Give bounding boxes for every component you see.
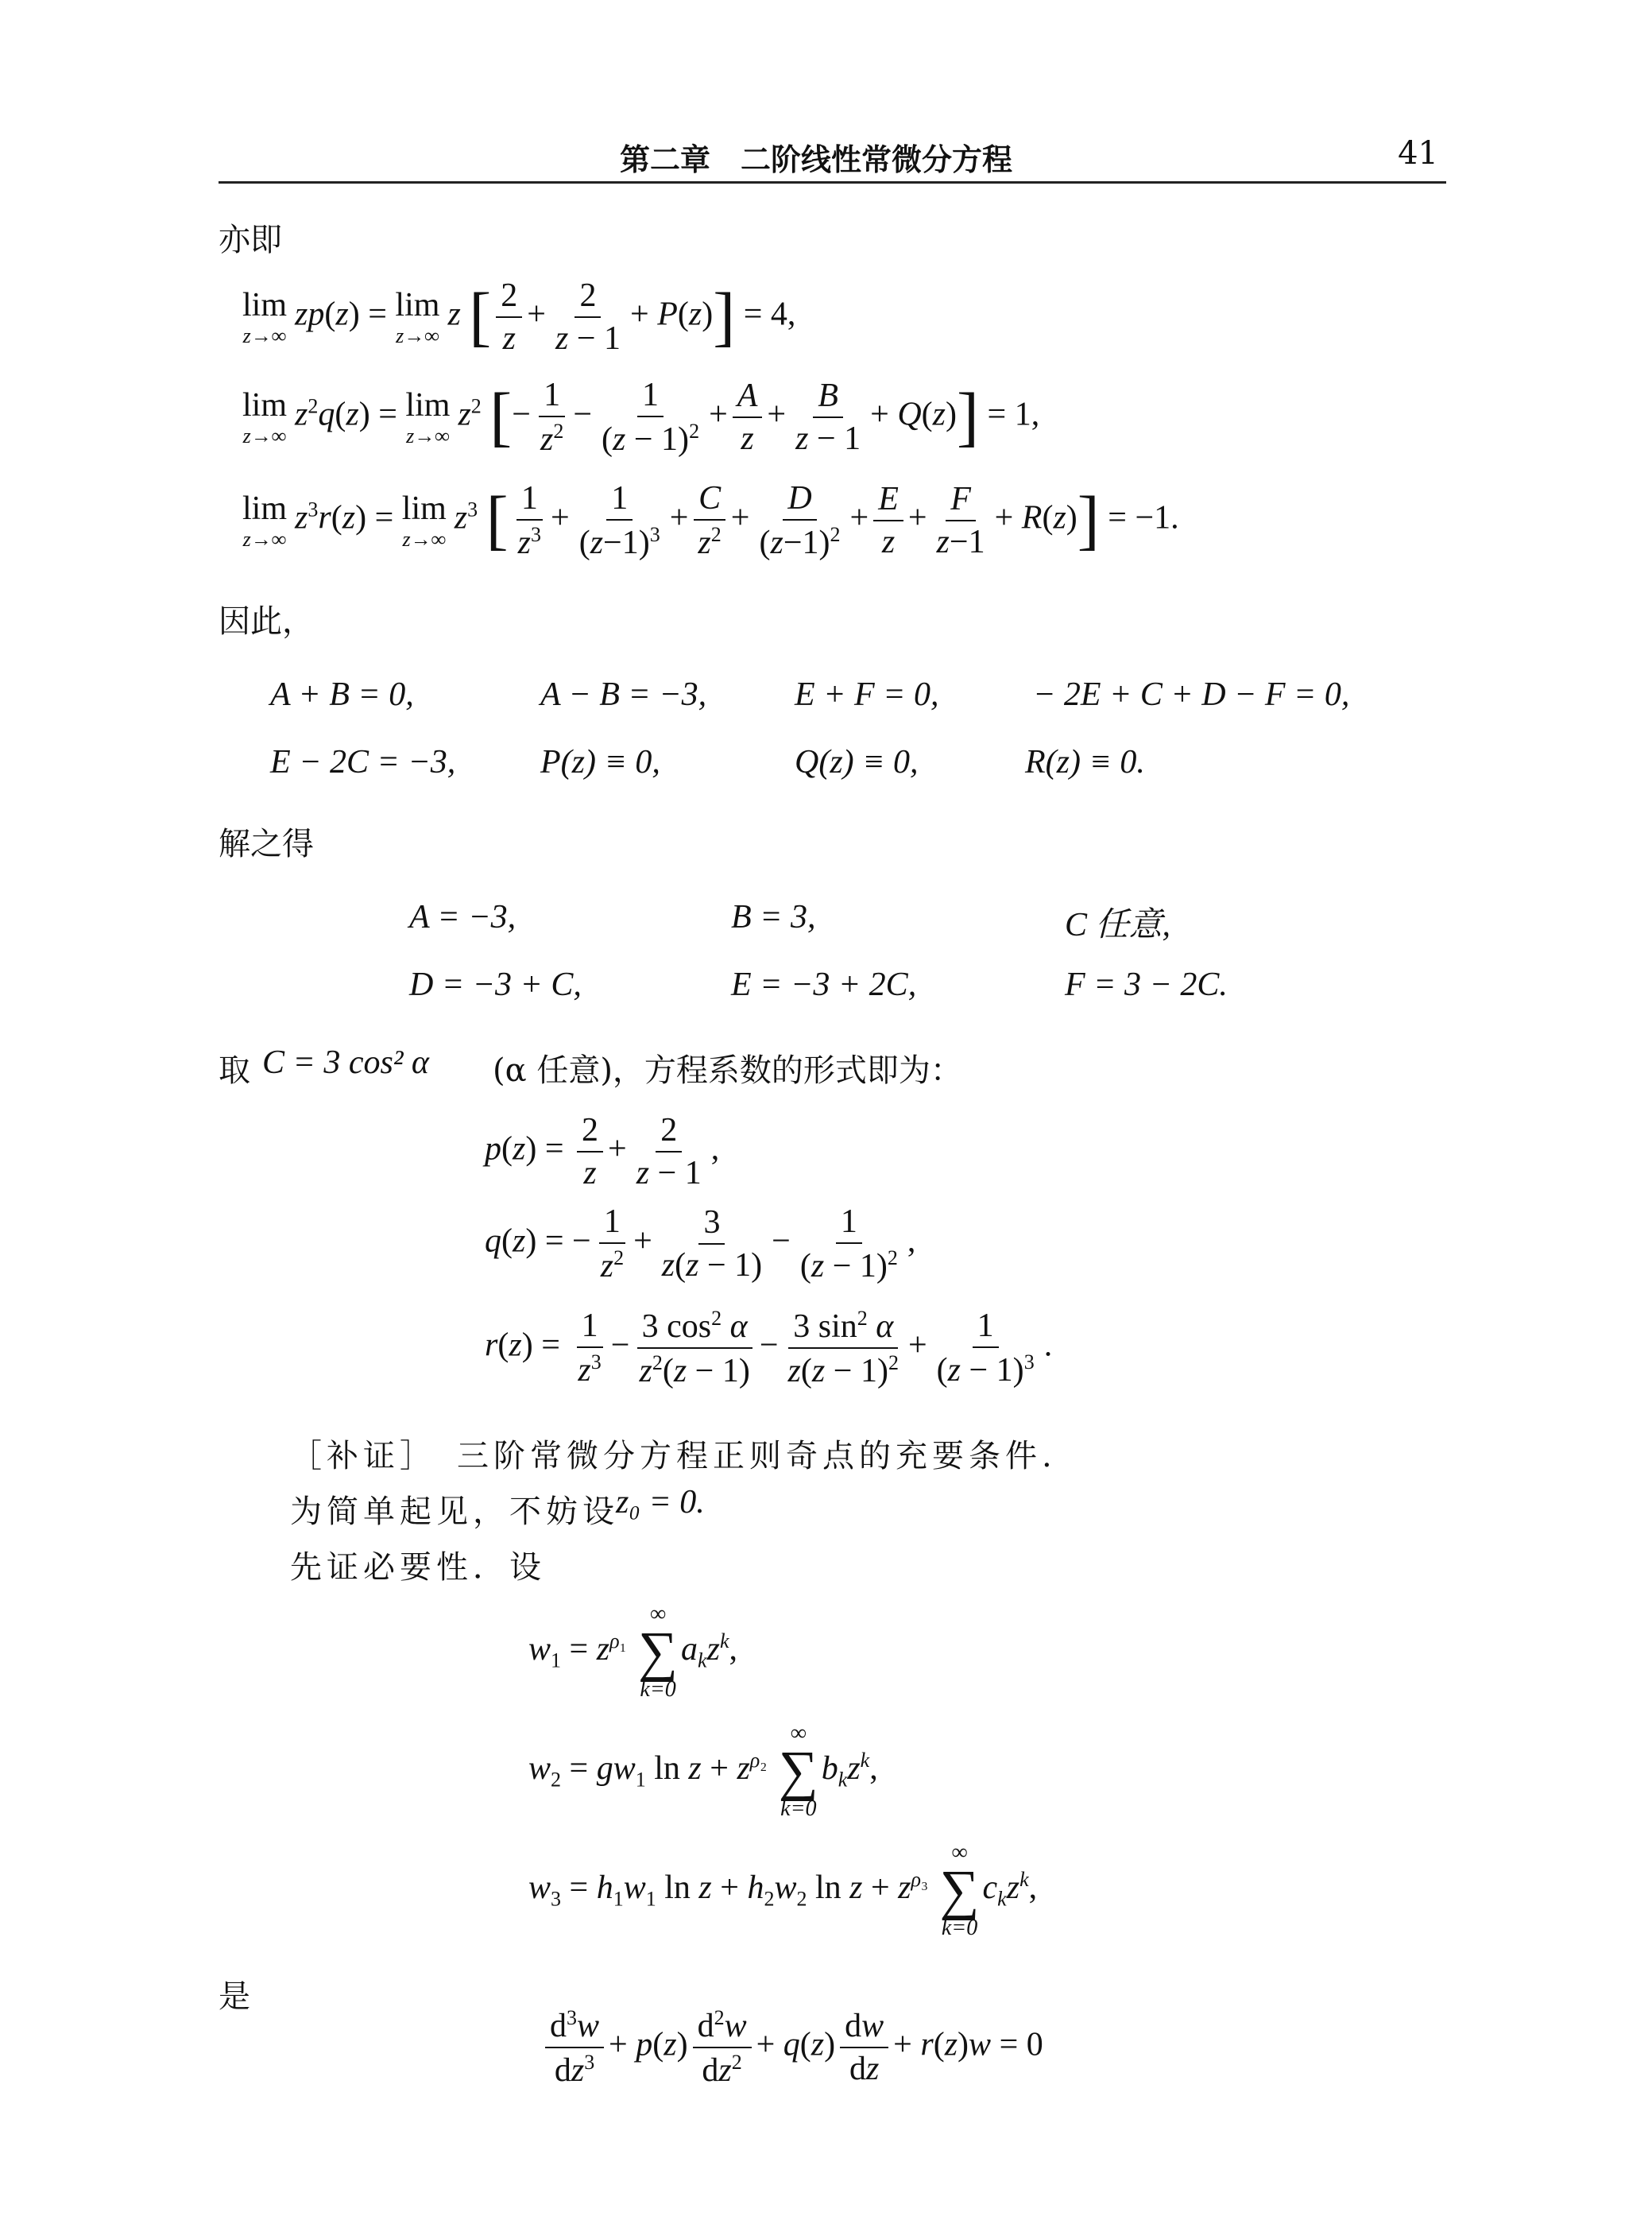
cond-7: Q(z) ≡ 0, [795, 744, 919, 781]
sol-3: C 任意, [1065, 907, 1171, 943]
r-eq: r(z) = $\frac{1}{z^3}$ − $\frac{3 \cos^2 \alpha}{z^2(z - 1)}$ − $\frac{3 \sin^2 \alpha}{z(z - 1)^2}$ + $\frac{1}{(z - 1)^3}$ . [485, 1307, 1053, 1390]
text-jiandan: 为简单起见，不妨设 [290, 1493, 619, 1530]
w2-eq: $w_2 = gw_1$ $\ln z + z^{\rho_2}$ ∞ ∑ k=0 $b_kz^k$, [528, 1721, 878, 1821]
cond-6: P(z) ≡ 0, [540, 744, 660, 781]
limit-eq-3: lim z→∞ $z^3r(z)$ = lim z→∞ $z^3$ [ $\frac{1}{z^3}$ + $\frac{1}{(z-1)^3}$ + $\frac{C}{z^2}$ + $\frac{D}{(z-1)^2}$ + $\frac{E}{z}$ + $\frac{F}{z-1}$ + R(z)] = −1. [242, 480, 1179, 562]
c-choice: C = 3 cos² α [262, 1044, 429, 1081]
text-yinci: 因此， [219, 603, 314, 640]
cond-4: − 2E + C + D − F = 0, [1033, 676, 1350, 713]
page-number: 41 [1398, 135, 1438, 172]
sol-6: F = 3 − 2C. [1065, 967, 1228, 1003]
cond-3: E + F = 0, [795, 676, 939, 713]
ode-eq: $\frac{d^3w}{dz^3}$ + p(z) $\frac{d^2w}{dz^2}$ + q(z) $\frac{dw}{dz}$ + r(z)w = 0 [540, 2007, 1043, 2088]
text-qu: 取 [219, 1052, 250, 1089]
p-eq: p(z) = $\frac{2}{z}$ + $\frac{2}{z - 1}$ , [485, 1112, 720, 1192]
cond-1: A + B = 0, [270, 676, 414, 713]
cond-5: E − 2C = −3, [270, 744, 456, 781]
sol-4: D = −3 + C, [409, 967, 582, 1003]
w3-eq: $w_3 = h_1w_1$ $\ln z + h_2w_2$ $\ln z + z^{\rho_3}$ ∞ ∑ k=0 $c_kz^k$, [528, 1840, 1038, 1940]
limit-eq-2: lim z→∞ $z^2q(z)$ = lim z→∞ $z^2$ [− $\frac{1}{z^2}$ − $\frac{1}{(z - 1)^2}$ + $\frac{A}{z}$ + $\frac{B}{z - 1}$ + Q(z)] = 1, [242, 377, 1040, 459]
w1-eq: $w_1 = z^{\rho_1}$ ∞ ∑ k=0 $a_kz^k$, [528, 1602, 737, 1702]
text-jiezhide: 解之得 [219, 826, 314, 862]
limit-eq-1: lim z→∞ zp(z) = lim z→∞ z [ $\frac{2}{z}$ + $\frac{2}{z - 1}$ + P(z)] = 4, [242, 277, 796, 358]
text-shi: 是 [219, 1978, 250, 2015]
text-yiji: 亦即 [219, 222, 282, 258]
cond-2: A − B = −3, [540, 676, 707, 713]
text-buzheng: ［补证］ 三阶常微分方程正则奇点的充要条件. [290, 1438, 1057, 1474]
z0-eq: z₀ = 0. [616, 1484, 705, 1521]
chapter-title: 第二章 二阶线性常微分方程 [620, 141, 1013, 177]
sol-5: E = −3 + 2C, [731, 967, 917, 1003]
sol-2: B = 3, [731, 899, 816, 936]
sol-1: A = −3, [409, 899, 516, 936]
text-qu-alpha: (α 任意)，方程系数的形式即为： [493, 1052, 962, 1089]
running-header [219, 135, 1446, 184]
q-eq: q(z) = − $\frac{1}{z^2}$ + $\frac{3}{z(z - 1)}$ − $\frac{1}{(z - 1)^2}$ , [485, 1203, 916, 1285]
cond-8: R(z) ≡ 0. [1025, 744, 1145, 781]
text-xianzheng: 先证必要性．设 [290, 1549, 546, 1586]
